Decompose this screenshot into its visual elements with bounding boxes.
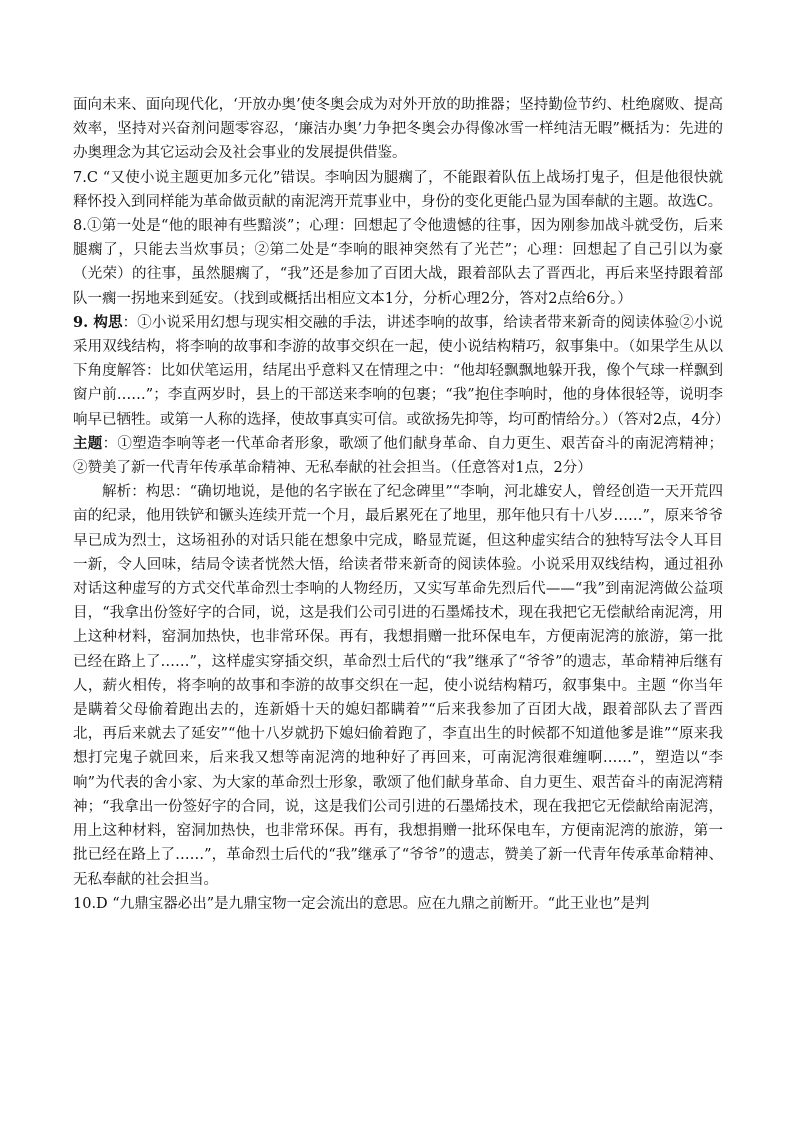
answer-10: 10.D “九鼎宝器必出”是九鼎宝物一定会流出的意思。应在九鼎之前断开。“此王业也”是判 xyxy=(73,895,650,912)
answer-document xyxy=(73,93,730,916)
theme-text: ：①塑造李响等老一代革命者形象，歌颂了他们献身革命、自力更生、艰苦奋斗的南泥湾精神；②赞美了新一代青年传承革命精神、无私奉献的社会担当。（任意答对1点，2分） xyxy=(73,435,724,477)
answer-7: 7.C “又使小说主题更加多元化”错误。李响因为腿瘸了，不能跟着队伍上战场打鬼子，但是他很快就释怀投入到同样能为革命做贡献的南泥湾开荒事业中，身份的变化更能凸显为国奉献的主题。故选C。 xyxy=(73,169,723,210)
answer-8: 8.①第一处是“他的眼神有些黯淡”；心理：回想起了令他遗憾的往事，因为刚参加战斗就受伤，后来腿瘸了，只能去当炊事员；②第二处是“李响的眼神突然有了光芒”；心理：回想起了自己引以为豪（光荣）的往事，虽然腿瘸了，“我”还是参加了百团大战，跟着部队去了晋西北，再后来坚持跟着部队一瘸一拐地来到延安。（找到或概括出相应文本1分，分析心理2分，答对2点给6分。） xyxy=(73,218,723,307)
paragraph-olympics-summary: 面向未来、面向现代化，‘开放办奥’使冬奥会成为对外开放的助推器；坚持勤俭节约、杜绝腐败、提高效率，坚持对兴奋剂问题零容忍，‘廉洁办奥’力争把冬奥会办得像冰雪一样纯洁无暇”概括为：先进的办奥理念为其它运动会及社会事业的发展提供借鉴。 xyxy=(73,97,723,162)
theme-label: 主题 xyxy=(73,434,103,452)
analysis-paragraph: 解析：构思：“确切地说，是他的名字嵌在了纪念碑里”“李响，河北雄安人，曾经创造一天开荒四亩的纪录，他用铁铲和镢头连续开荒一个月，最后累死在了地里，那年他只有十八岁……”，原来爷爷早已成为烈士，这场祖孙的对话只能在想象中完成，略显荒诞，但这种虚实结合的独特写法令人耳目一新，令人回味，结局令读者恍然大悟，给读者带来新奇的阅读体验。小说采用双线结构，通过祖孙对话这种虚写的方式交代革命烈士李响的人物经历，又实写革命先烈后代——“我”到南泥湾做公益项目，“我拿出份签好字的合同，说，这是我们公司引进的石墨烯技术，现在我把它无偿献给南泥湾，用上这种材料，窑洞加热快，也非常环保。再有，我想捐赠一批环保电车，方便南泥湾的旅游，第一批已经在路上了……”，这样虚实穿插交织，革命烈士后代的“我”继承了“爷爷”的遗志，革命精神后继有人，薪火相传，将李响的故事和李游的故事交织在一起，使小说结构精巧，叙事集中。主题 “你当年是瞒着父母偷着跑出去的，连新婚十天的媳妇都瞒着”“后来我参加了百团大战，跟着部队去了晋西北，再后来就去了延安”“他十八岁就扔下媳妇偷着跑了，李直出生的时候都不知道他爹是谁”“原来我想打完鬼子就回来，后来我又想等南泥湾的地种好了再回来，可南泥湾很难缠啊……”，塑造以“李响”为代表的舍小家、为大家的革命烈士形象，歌颂了他们献身革命、自力更生、艰苦奋斗的南泥湾精神；“我拿出一份签好字的合同，说，这是我们公司引进的石墨烯技术，现在我把它无偿献给南泥湾，用上这种材料，窑洞加热快，也非常环保。再有，我想捐赠一批环保电车，方便南泥湾的旅游，第一批已经在路上了……”，革命烈士后代的“我”继承了“爷爷”的遗志，赞美了新一代青年传承革命精神、无私奉献的社会担当。 xyxy=(73,484,723,888)
answer-9-text: ：①小说采用幻想与现实相交融的手法，讲述李响的故事，给读者带来新奇的阅读体验②小说采用双线结构，将李响的故事和李游的故事交织在一起，使小说结构精巧，叙事集中。（如果学生从以下角度解答：比如伏笔运用，结尾出乎意料又在情理之中：“他却轻飘飘地躲开我，像个气球一样飘到窗户前……”；李直两岁时，县上的干部送来李响的包裹；“我”抱住李响时，他的身体很轻等，说明李响早已牺牲。或第一人称的选择，使故事真实可信。或欲扬先抑等，均可酌情给分。）（答对2点，4分） xyxy=(73,314,730,428)
answer-9-theme xyxy=(73,432,723,480)
answer-9-structure xyxy=(73,311,730,432)
answer-9-label: 9. 构思 xyxy=(73,313,123,331)
